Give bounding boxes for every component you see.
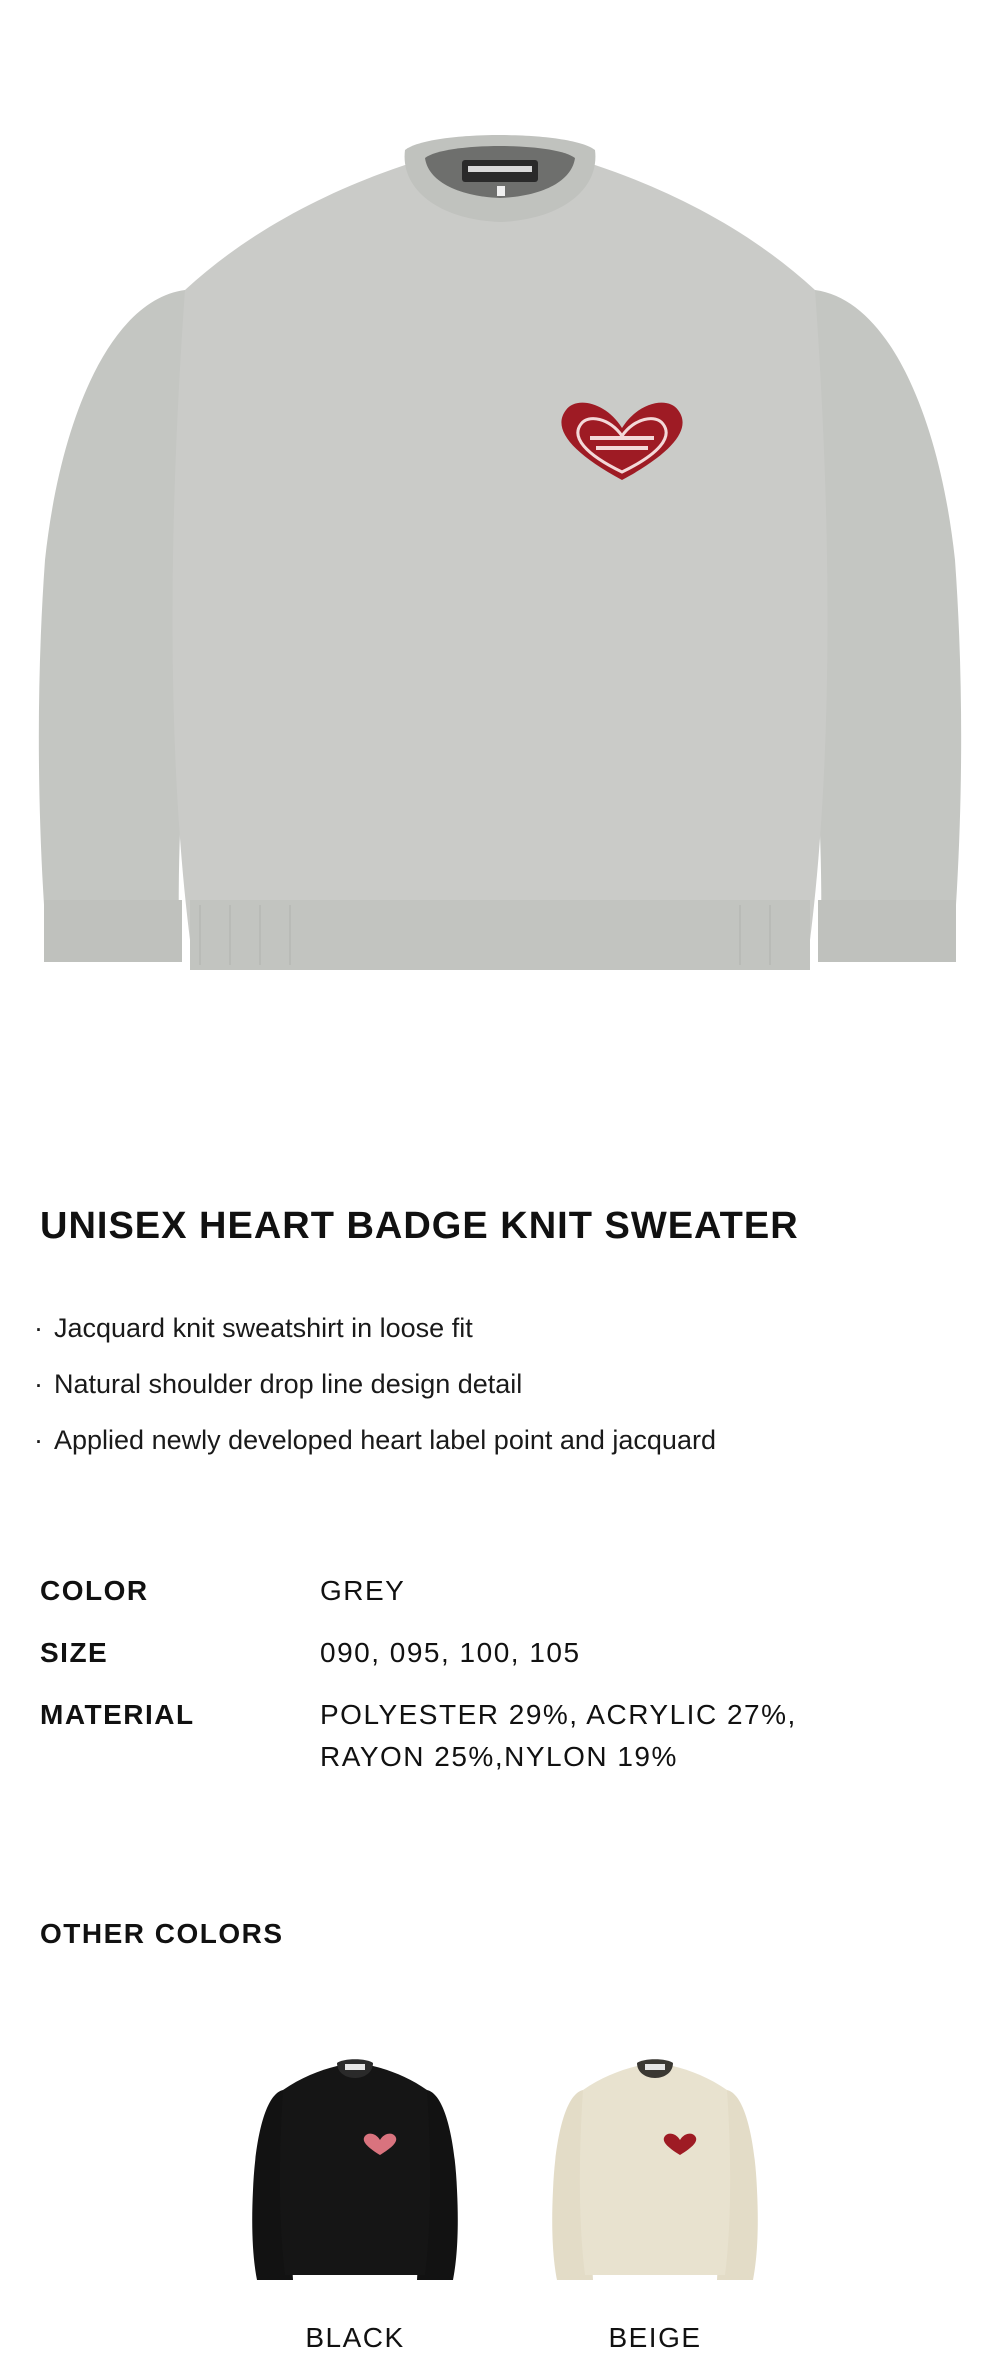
color-option-black[interactable] bbox=[205, 2030, 505, 2353]
spec-key: SIZE bbox=[40, 1637, 109, 1668]
spec-value: 090, 095, 100, 105 bbox=[320, 1637, 581, 1668]
beige-sweater-thumbnail bbox=[505, 2030, 805, 2300]
feature-item bbox=[34, 1300, 716, 1356]
bullet-mark: · bbox=[34, 1313, 43, 1343]
bullet-mark: · bbox=[34, 1369, 43, 1399]
bullet-mark: · bbox=[34, 1425, 43, 1455]
spec-row-color bbox=[40, 1570, 960, 1612]
spec-value: GREY bbox=[320, 1575, 406, 1606]
spec-table bbox=[40, 1570, 960, 1798]
color-option-label: BLACK bbox=[305, 2322, 405, 2353]
feature-text: Jacquard knit sweatshirt in loose fit bbox=[54, 1313, 473, 1343]
product-title: UNISEX HEART BADGE KNIT SWEATER bbox=[40, 1205, 799, 1247]
feature-text: Applied newly developed heart label point and jacquard bbox=[54, 1425, 716, 1455]
feature-text: Natural shoulder drop line design detail bbox=[54, 1369, 523, 1399]
spec-value: POLYESTER 29%, ACRYLIC 27%, RAYON 25%,NYLON 19% bbox=[320, 1699, 797, 1772]
other-colors-title: OTHER COLORS bbox=[40, 1918, 284, 1949]
black-sweater-thumbnail bbox=[205, 2030, 505, 2300]
spec-key: MATERIAL bbox=[40, 1699, 195, 1730]
feature-item bbox=[34, 1356, 716, 1412]
feature-list bbox=[34, 1300, 716, 1468]
feature-item bbox=[34, 1412, 716, 1468]
color-option-beige[interactable] bbox=[505, 2030, 805, 2353]
product-image bbox=[0, 0, 1000, 1080]
grey-sweater-image bbox=[0, 0, 1000, 1080]
spec-row-size bbox=[40, 1632, 960, 1674]
spec-key: COLOR bbox=[40, 1575, 149, 1606]
color-option-label: BEIGE bbox=[608, 2322, 702, 2353]
spec-row-material bbox=[40, 1694, 960, 1778]
